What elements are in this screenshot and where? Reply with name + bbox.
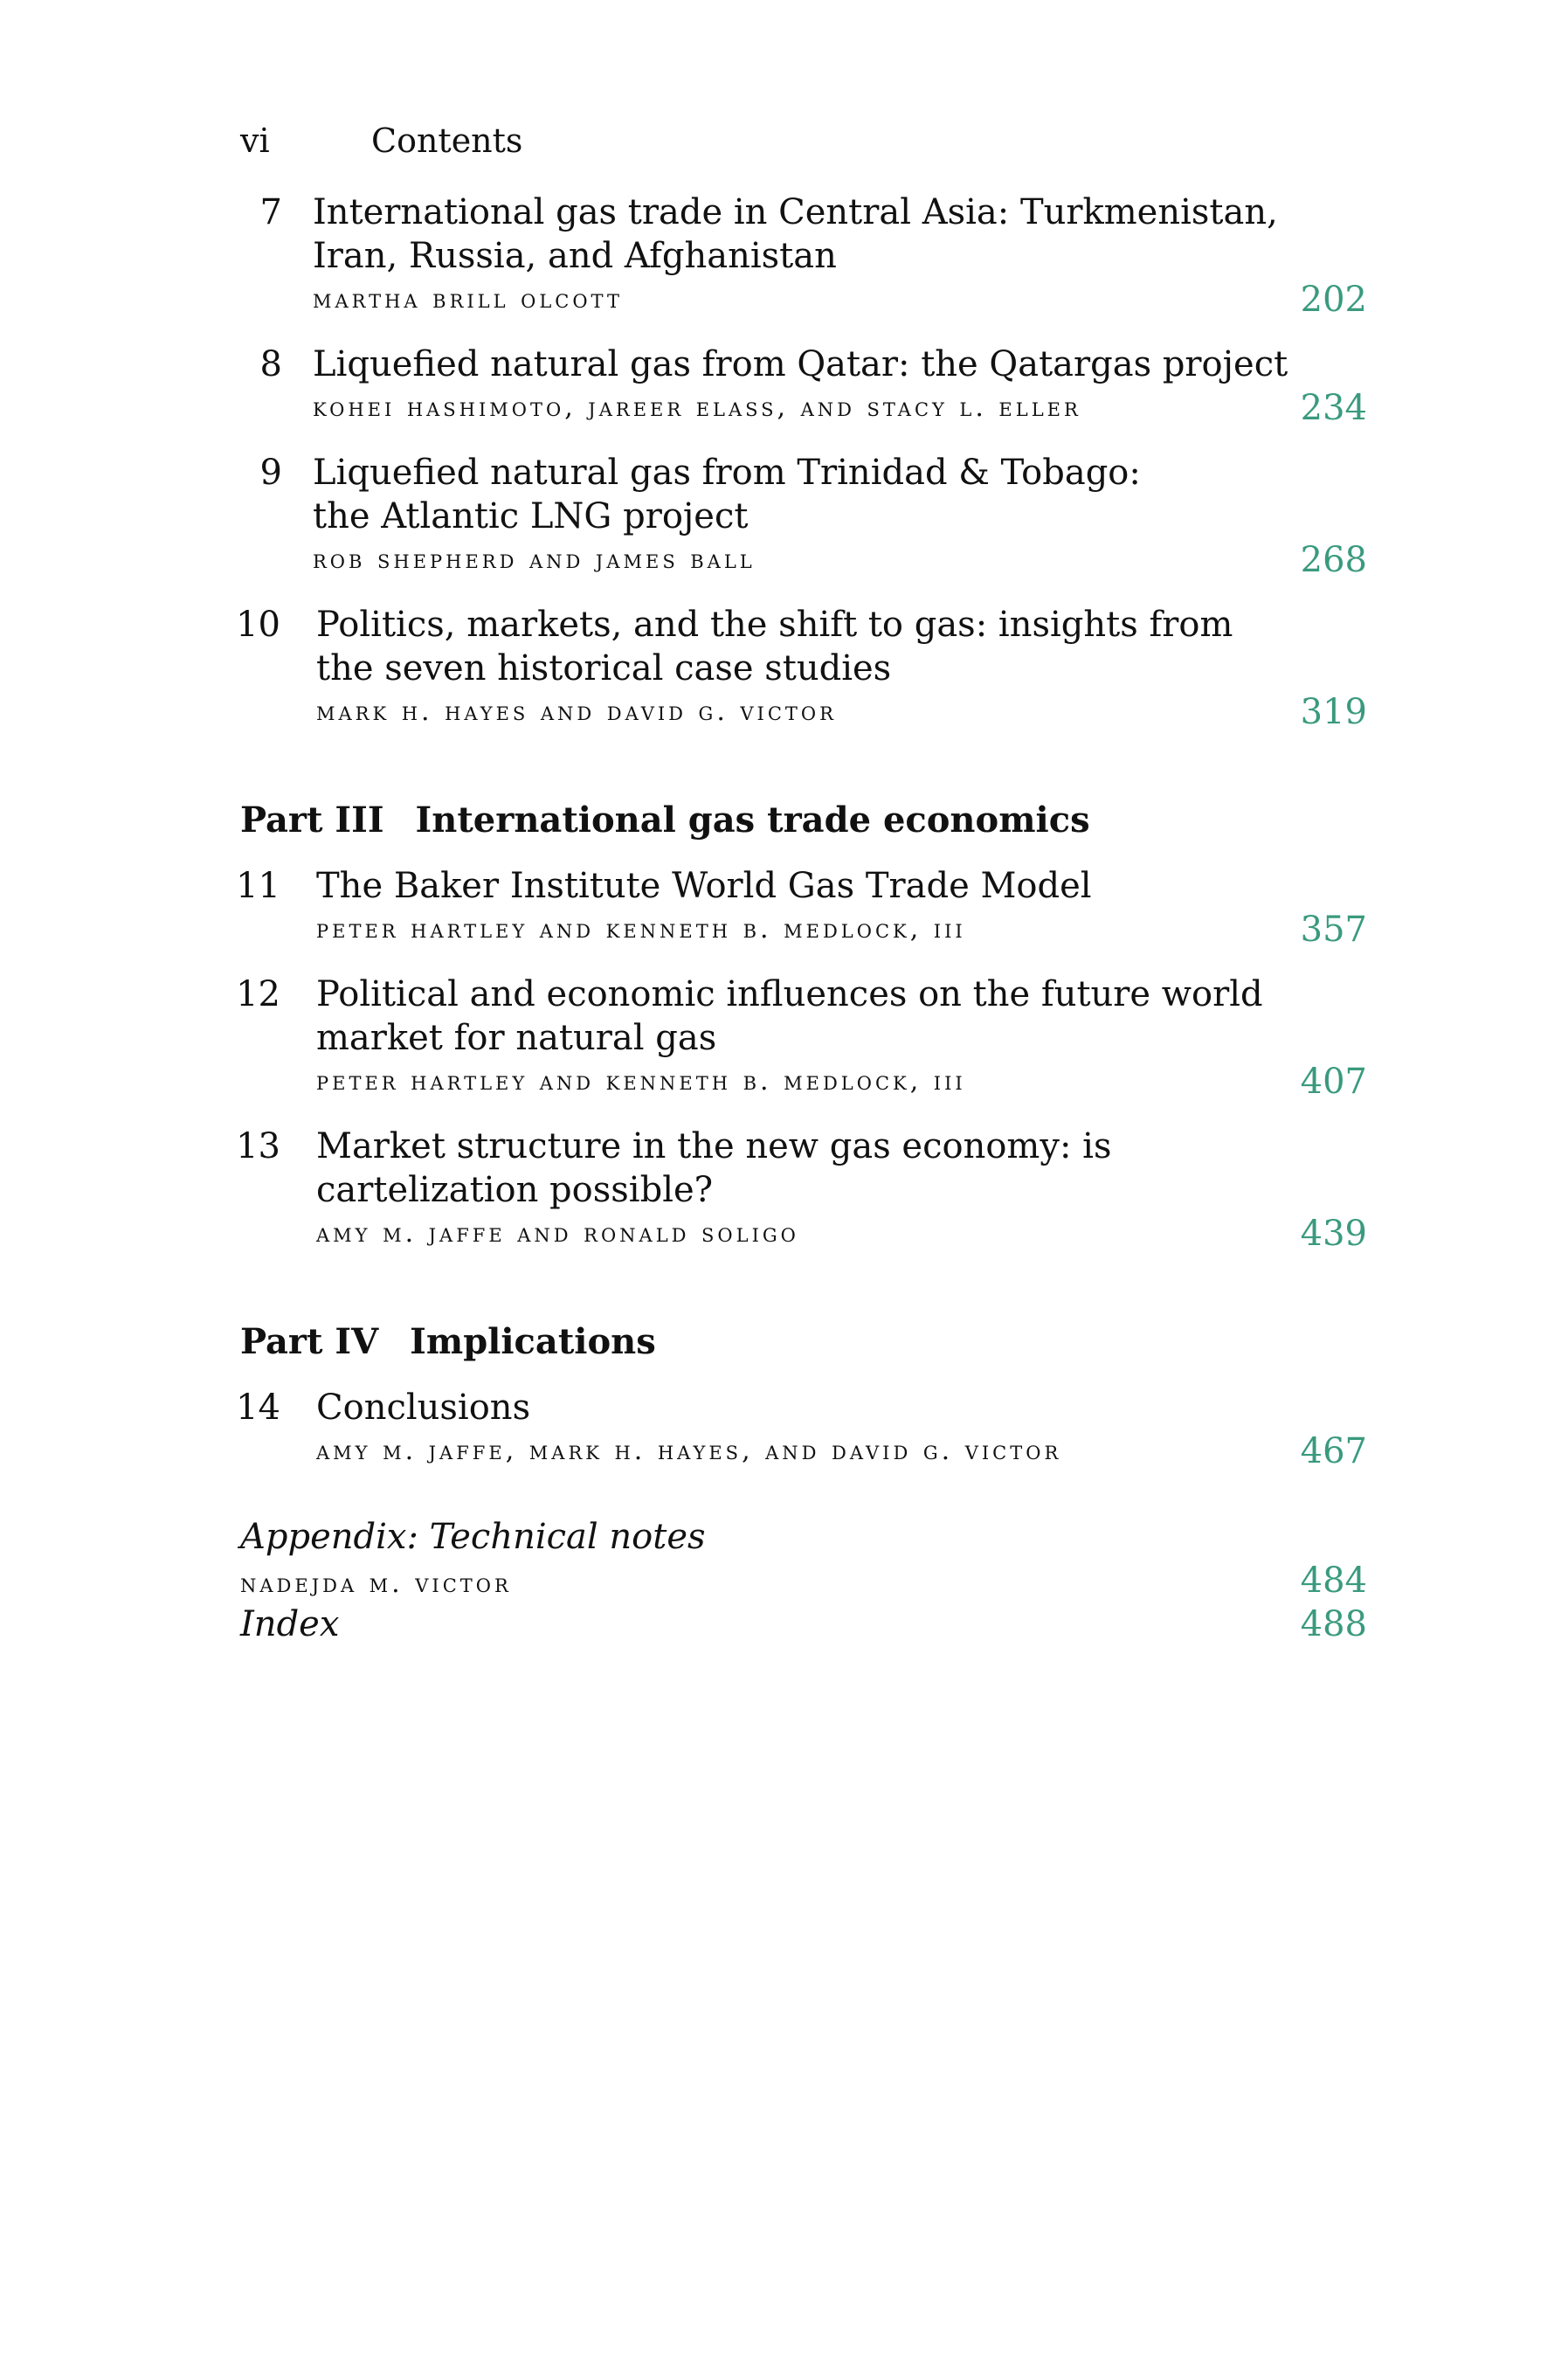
chapter-title-line: Politics, markets, and the shift to gas: insights from — [316, 605, 1233, 645]
part-heading-iii — [240, 799, 1090, 842]
chapter-title-line: cartelization possible? — [316, 1170, 714, 1210]
chapter-authors: rob shepherd and james ball — [313, 544, 756, 575]
chapter-title-line: International gas trade in Central Asia: Turkmenistan, — [313, 192, 1278, 232]
part-label: Part III — [240, 799, 384, 841]
toc-entry-index[interactable] — [240, 1602, 1367, 1646]
chapter-authors: martha brill olcott — [313, 284, 623, 315]
chapter-title-line: Political and economic influences on the future world — [316, 974, 1263, 1014]
chapter-title-line: Liquefied natural gas from Trinidad & Tobago: — [313, 453, 1141, 493]
chapter-number: 14 — [236, 1388, 280, 1428]
chapter-number: 13 — [236, 1126, 280, 1166]
chapter-number: 8 — [259, 344, 282, 384]
part-title: International gas trade economics — [415, 799, 1090, 841]
page-number: 234 — [1300, 388, 1367, 428]
part-title: Implications — [410, 1321, 656, 1362]
toc-entry-appendix[interactable] — [240, 1559, 1367, 1606]
page-number: 484 — [1300, 1561, 1367, 1601]
appendix-title[interactable]: Appendix: Technical notes — [240, 1517, 706, 1557]
part-label: Part IV — [240, 1321, 379, 1362]
page-number: 357 — [1300, 910, 1367, 950]
chapter-title-line: market for natural gas — [316, 1018, 717, 1058]
chapter-number: 11 — [236, 866, 280, 906]
chapter-authors: mark h. hayes and david g. victor — [316, 696, 837, 727]
chapter-number: 7 — [259, 192, 282, 232]
chapter-authors: peter hartley and kenneth b. medlock, iii — [316, 1066, 966, 1097]
running-title: Contents — [371, 121, 523, 160]
page-number: 202 — [1300, 280, 1367, 320]
folio: vi — [240, 121, 270, 160]
appendix-authors: nadejda m. victor — [240, 1568, 512, 1599]
chapter-title-line: Market structure in the new gas economy: is — [316, 1126, 1112, 1166]
chapter-title-line: Liquefied natural gas from Qatar: the Qatargas project — [313, 344, 1288, 384]
page-number: 319 — [1300, 692, 1367, 732]
chapter-authors: peter hartley and kenneth b. medlock, iii — [316, 914, 966, 945]
page-number: 407 — [1300, 1062, 1367, 1102]
index-title: Index — [240, 1604, 340, 1644]
chapter-authors: kohei hashimoto, jareer elass, and stacy l. eller — [313, 392, 1081, 423]
page-number: 467 — [1300, 1431, 1367, 1471]
chapter-number: 10 — [236, 605, 280, 645]
chapter-number: 12 — [236, 974, 280, 1014]
page-number: 268 — [1300, 540, 1367, 580]
chapter-number: 9 — [259, 453, 282, 493]
chapter-title-line: The Baker Institute World Gas Trade Model — [316, 866, 1092, 906]
page-number: 488 — [1300, 1604, 1367, 1644]
chapter-title-line: Iran, Russia, and Afghanistan — [313, 236, 837, 276]
chapter-title-line: the seven historical case studies — [316, 648, 892, 689]
part-heading-iv — [240, 1320, 656, 1364]
chapter-title-line: the Atlantic LNG project — [313, 496, 749, 536]
chapter-authors: amy m. jaffe, mark h. hayes, and david g. victor — [316, 1436, 1062, 1466]
page-header — [240, 121, 522, 161]
chapter-authors: amy m. jaffe and ronald soligo — [316, 1218, 799, 1249]
page-number: 439 — [1300, 1214, 1367, 1254]
chapter-title-line: Conclusions — [316, 1388, 531, 1428]
